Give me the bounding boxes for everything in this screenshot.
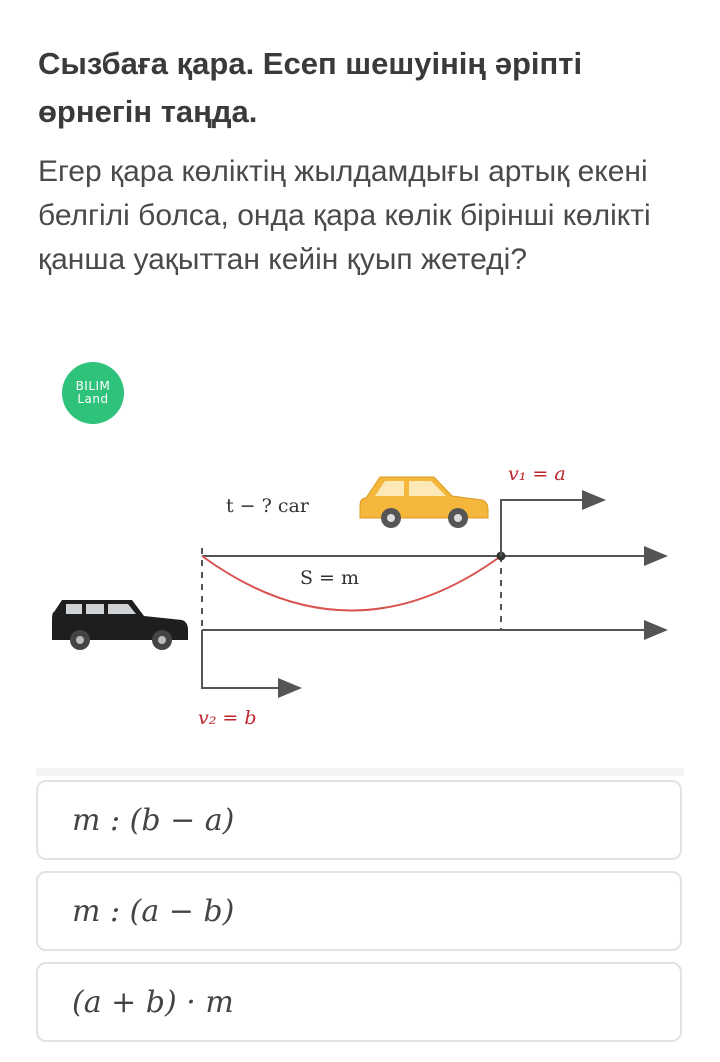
answer-option-2-label: m : (a − b) xyxy=(72,893,235,929)
v2-arrow xyxy=(202,630,300,688)
section-divider xyxy=(36,768,684,776)
logo-line1: BILIM xyxy=(75,379,111,393)
answer-option-3[interactable] xyxy=(36,962,682,1042)
yellow-car-icon xyxy=(360,477,488,528)
answer-option-2[interactable] xyxy=(36,871,682,951)
answer-option-1[interactable] xyxy=(36,780,682,860)
v2-label: v₂ = b xyxy=(198,707,257,729)
bilimland-logo xyxy=(62,362,124,424)
logo-line2: Land xyxy=(77,392,109,406)
answer-option-3-label: (a + b) · m xyxy=(72,984,234,1020)
t-label: t − ? car xyxy=(226,495,309,517)
question-text: Егер қара көліктің жылдамдығы артық екені белгілі болса, онда қара көлік бірінші көлікті қанша уақыттан кейін қуып жетеді? xyxy=(38,155,651,276)
answer-option-1-label: m : (b − a) xyxy=(72,802,235,838)
v1-arrow xyxy=(501,500,604,556)
v1-label: v₁ = a xyxy=(508,463,566,485)
distance-label: S = m xyxy=(300,567,360,589)
motion-diagram xyxy=(36,440,696,760)
black-car-icon xyxy=(52,600,188,650)
task-title: Сызбаға қара. Есеп шешуінің әріпті өрнегін таңда. xyxy=(38,46,583,129)
